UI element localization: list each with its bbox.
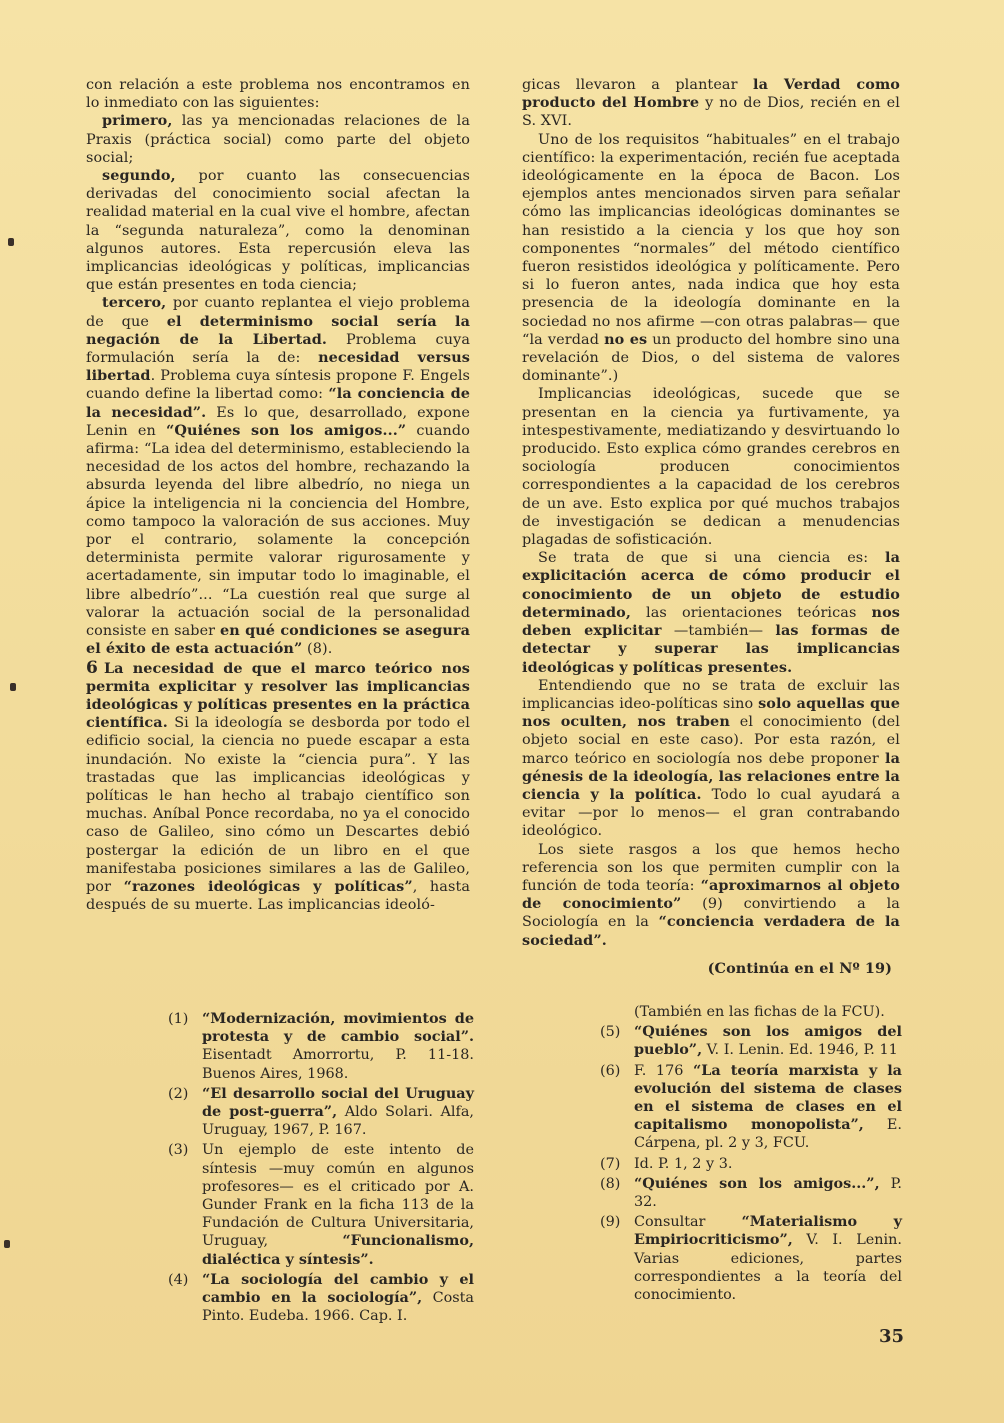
section-number: 6: [86, 657, 98, 678]
scan-speck: [8, 238, 14, 246]
footnote: (3) Un ejemplo de este intento de síntesis —muy común en algunos profesores— es el criticado por A. Gunder Frank en la ficha 113 de la Fundación de Cultura Universitaria, Uruguay, “Funcionalismo, dialéctica y síntesis”.: [168, 1142, 474, 1268]
paragraph: Implicancias ideológicas, sucede que se presentan en la ciencia ya furtivamente, ya intespestivamente, mediatizando y desvirtuando lo producido. Esto explica cómo grandes cerebros en sociología producen conocimientos correspondientes a la capacidad de los cerebros de un ave. Esto explica por qué muchos trabajos de investigación se dedican a menudencias plagadas de sofisticación.: [522, 386, 900, 549]
section-6: 6 La necesidad de que el marco teórico nos permita explicitar y resolver las implicancias ideológicas y políticas presentes en la práctica científica. Si la ideología se desborda por todo el edificio social, la ciencia no puede escapar a esta inundación. No existe la “ciencia pura”. Y las trastadas que las implicancias ideológicas y políticas le han hecho al trabajo científico son muchas. Aníbal Ponce recordaba, no ya el conocido caso de Galileo, sino cómo un Descartes debió postergar la edición de un libro en el que manifestaba posiciones similares a las de Galileo, por “razones ideológicas y políticas”, hasta después de su muerte. Las implicancias ideoló-: [86, 657, 471, 914]
paragraph: segundo, por cuanto las consecuencias derivadas del conocimiento social afectan la realidad material en la cual vive el hombre, afectan la “segunda naturaleza”, como la denominan algunos autores. Esta repercusión eleva las implicancias ideológicas y políticas, implicancias que están presentes en toda ciencia;: [86, 167, 470, 294]
scan-speck: [4, 1240, 10, 1248]
page-number: 35: [878, 1326, 904, 1347]
continuation-note: (Continúa en el Nº 19): [707, 959, 892, 977]
footnote: (2) “El desarrollo social del Uruguay de post-guerra”, Aldo Solari. Alfa, Uruguay, 1967, P. 167.: [168, 1084, 474, 1139]
footnotes-right: [600, 1003, 902, 1306]
paragraph: Los siete rasgos a los que hemos hecho referencia son los que permiten cumplir con la función de toda teoría: “aproximarnos al objeto de conocimiento” (9) convirtiendo a la Sociología en la “conciencia verdadera de la sociedad”.: [522, 841, 900, 949]
paragraph: Se trata de que si una ciencia es: la explicitación acerca de cómo producir el conocimiento de un objeto de estudio determinado, las orientaciones teóricas nos deben explicitar —también— las formas de detectar y superar las implicancias ideológicas y políticas presentes.: [522, 549, 900, 676]
paragraph: Uno de los requisitos “habituales” en el trabajo científico: la experimentación, recién fue aceptada ideológicamente en la época de Bacon. Los ejemplos antes mencionados sirven para señalar cómo las implicancias ideológicas dominantes se han resistido a la ciencia y los que hoy son componentes “normales” del método científico fueron resistidos ideológica y políticamente. Pero si lo fueron antes, nada indica que hoy esta presencia de la ideología dominante en la sociedad no nos afirme —con otras palabras— que “la verdad no es un producto del hombre sino una revelación de Dios, o del sistema de valores dominante”.): [522, 131, 900, 385]
right-column: [522, 76, 900, 978]
footnote: (9) Consultar “Materialismo y Empiriocriticismo”, V. I. Lenin. Varias ediciones, partes correspondientes a la teoría del conocimiento.: [600, 1213, 902, 1304]
footnotes-left: [168, 1010, 474, 1327]
left-column: [86, 76, 470, 914]
footnote: (8) “Quiénes son los amigos...”, P. 32.: [600, 1174, 902, 1211]
scan-speck: [10, 683, 16, 691]
footnote: (6) F. 176 “La teoría marxista y la evolución del sistema de clases en el sistema de clases en el capitalismo monopolista”, E. Cárpena, pl. 2 y 3, FCU.: [600, 1061, 902, 1152]
paragraph: primero, las ya mencionadas relaciones de la Praxis (práctica social) como parte del objeto social;: [86, 112, 470, 166]
footnote: (5) “Quiénes son los amigos del pueblo”, V. I. Lenin. Ed. 1946, P. 11: [600, 1023, 902, 1059]
footnote-continuation: (También en las fichas de la FCU).: [634, 1004, 885, 1020]
footnote: (7) Id. P. 1, 2 y 3.: [600, 1155, 733, 1172]
footnote: (1) “Modernización, movimientos de protesta y de cambio social”. Eisentadt Amorrortu, P. 11-18. Buenos Aires, 1968.: [168, 1010, 474, 1082]
paragraph: gicas llevaron a plantear la Verdad como producto del Hombre y no de Dios, recién en el S. XVI.: [522, 76, 900, 130]
paragraph: con relación a este problema nos encontramos en lo inmediato con las siguientes:: [86, 77, 470, 112]
paragraph: Entendiendo que no se trata de excluir las implicancias ideo-políticas sino solo aquellas que nos oculten, nos traben el conocimiento (del objeto social en este caso). Por esta razón, el marco teórico en sociología nos debe proponer la génesis de la ideología, las relaciones entre la ciencia y la política. Todo lo cual ayudará a evitar —por lo menos— el gran contrabando ideológico.: [522, 677, 900, 840]
footnote: (4) “La sociología del cambio y el cambio en la sociología”, Costa Pinto. Eudeba. 1966. Cap. I.: [168, 1270, 474, 1325]
paragraph: tercero, por cuanto replantea el viejo problema de que el determinismo social sería la negación de la Libertad. Problema cuya formulación sería la de: necesidad versus libertad. Problema cuya síntesis propone F. Engels cuando define la libertad como: “la conciencia de la necesidad”. Es lo que, desarrollado, expone Lenin en “Quiénes son los amigos...” cuando afirma: “La idea del determinismo, estableciendo la necesidad de los actos del hombre, rechazando la absurda leyenda del libre albedrío, no niega un ápice la inteligencia ni la conciencia del Hombre, como tampoco la valoración de sus acciones. Muy por el contrario, solamente la concepción determinista permite valorar rigurosamente y acertadamente, sin imputar todo lo imaginable, el libre albedrío”... “La cuestión real que surge al valorar la actuación social de la personalidad consiste en saber en qué condiciones se asegura el éxito de esta actuación” (8).: [86, 294, 471, 658]
